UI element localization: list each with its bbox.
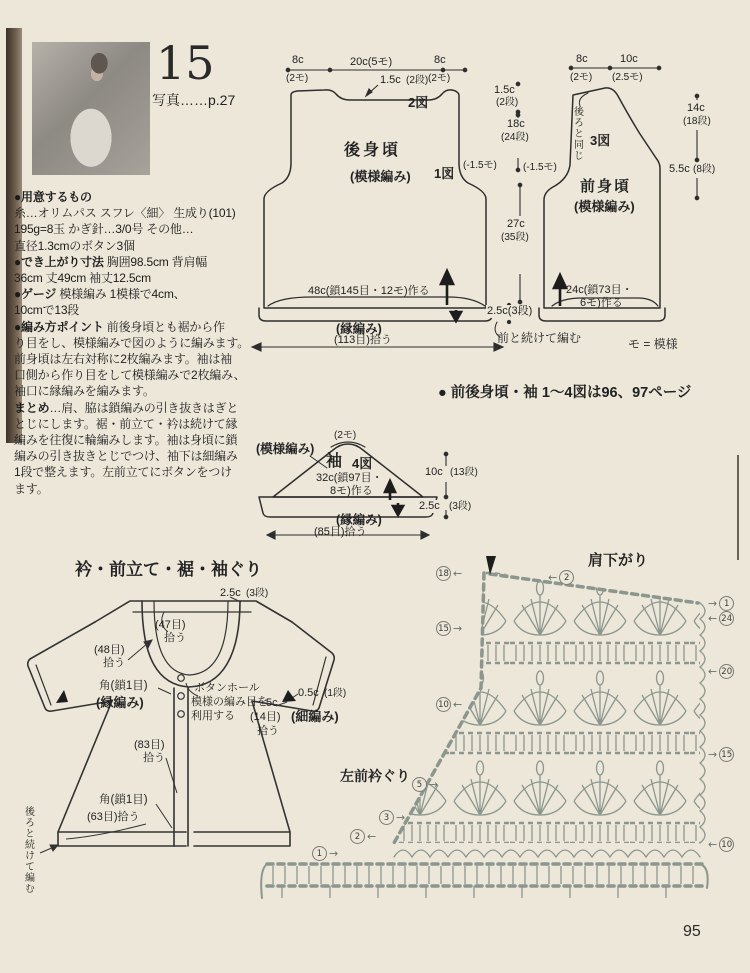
sleeve-edge-label: (縁編み)	[336, 513, 382, 527]
back-cast-on: 48c(鎖145目・12モ)作る	[308, 285, 430, 297]
sleeve-sc-height-sub: (1段)	[324, 688, 347, 699]
sleeve-cast-on-1: 32c(鎖97目・	[316, 472, 383, 484]
mid-dim4: 2.5c(3段)	[487, 305, 533, 317]
back-neck-drop: 1.5c	[380, 74, 401, 86]
back-pickup-label: (113目)拾う	[334, 334, 392, 346]
back-piece-outline	[264, 90, 486, 308]
back-dim-shoulder-left: 8c	[292, 54, 304, 66]
figure-reference-note: ● 前後身頃・袖 1〜4図は96、97ページ	[438, 385, 692, 401]
row-marker: 5 →	[412, 777, 438, 792]
instruction-line: 前身頃は左右対称に2枚編みます。袖は袖	[14, 352, 232, 367]
back-neck-drop-sub: (2段)	[406, 75, 429, 86]
instruction-line: ●用意するもの	[14, 190, 92, 204]
sleeve-dim-height: 10c	[425, 466, 443, 478]
instruction-line: 編みの引き抜きとじでつけ、袖下は細編み	[14, 449, 238, 464]
buttonhole-note-1: ボタンホール	[194, 682, 260, 694]
corner-chain-label-2: 角(鎖1目)	[99, 794, 148, 806]
front-band-pickup-word: 拾う	[143, 752, 165, 764]
neck-pickup-word: 拾う	[164, 632, 186, 644]
front-same-as-back: 後ろと同じ	[571, 106, 583, 161]
instruction-line: 36cm 丈49cm 袖丈12.5cm	[14, 271, 151, 286]
sc-stitch-label: (細編み)	[291, 709, 339, 724]
instruction-line: り目をし、模様編みで図のように編みます。	[14, 335, 250, 350]
mid-dim3-sub: (35段)	[501, 232, 529, 243]
sleeve-sc-height: 0.5c	[298, 687, 319, 699]
front-dim-neck: 10c	[620, 53, 638, 65]
instruction-line: ●ゲージ 模様編み 1模様で4cm、	[14, 287, 186, 302]
front-dim-armhole-sub: (18段)	[683, 116, 711, 127]
sleeve-dim-edge-sub: (3段)	[449, 501, 472, 512]
photo-caption: 写真……p.27	[152, 92, 236, 108]
left-front-neck-title: 左前衿ぐり	[340, 768, 410, 784]
instruction-line: 袖口に縁編みを編みます。	[14, 384, 155, 399]
row-marker: ← 10	[708, 837, 734, 852]
back-dim-shoulder-right: 8c	[434, 54, 446, 66]
sleeve-pickup-count: (14目)	[250, 711, 281, 723]
mid-dim2-sub: (24段)	[501, 132, 529, 143]
mid-dim3: 27c	[507, 218, 525, 230]
page-number: 95	[683, 923, 701, 940]
continue-front-note: 前と続けて編む	[497, 331, 582, 345]
sleeve-cast-on-2: 8モ)作る	[330, 485, 373, 497]
instruction-line: ●でき上がり寸法 胸囲98.5cm 背肩幅	[14, 254, 208, 269]
sleeve-top-dim: (2モ)	[334, 430, 357, 441]
sleeve-title: 袖	[326, 453, 343, 470]
back-minus-label: (-1.5モ)	[463, 160, 497, 171]
instruction-line: ●編み方ポイント 前後身頃とも裾から作	[14, 319, 225, 334]
instruction-line: まとめ…肩、脇は鎖編みの引き抜きはぎと	[14, 400, 239, 415]
fig3-label: 3図	[590, 133, 611, 148]
mid-dim2: 18c	[507, 118, 525, 130]
edging-collar-height-sub: (3段)	[246, 588, 269, 599]
left-neck-pickup-count: (48目)	[94, 644, 125, 656]
row-marker: 15 →	[436, 621, 462, 636]
front-cast-on-2: 6モ)作る	[580, 297, 623, 309]
corner-chain-label-1: 角(鎖1目)	[99, 680, 148, 692]
sleeve-dim-edge: 2.5c	[419, 500, 440, 512]
row-marker: → 1	[708, 596, 734, 611]
fig2-label: 2図	[408, 95, 429, 110]
mid-dim1-sub: (2段)	[496, 97, 519, 108]
edge-stitch-label: (縁編み)	[96, 695, 144, 710]
model-photo	[32, 42, 150, 175]
front-piece-title: 前身頃	[580, 178, 632, 195]
sleeve-pickup-label: (85目)拾う	[314, 526, 367, 538]
sleeve-dim-height-sub: (13段)	[450, 467, 478, 478]
instruction-line: 直径1.3cmのボタン3個	[14, 238, 135, 253]
back-dim-neck: 20c(5モ)	[350, 56, 393, 68]
row-marker: ← 20	[708, 664, 734, 679]
edging-collar-height: 2.5c	[220, 587, 241, 599]
back-dim-shoulder-left-sub: (2モ)	[286, 73, 309, 84]
buttonhole-note-3: 利用する	[191, 710, 235, 722]
front-band-pickup-count: (83目)	[134, 739, 165, 751]
continue-back-note: 後ろと続けて編む	[22, 806, 34, 894]
front-dim-armhole: 14c	[687, 102, 705, 114]
fig1-label: 1図	[434, 166, 455, 181]
sleeve-stitch-label: (模様編み)	[256, 442, 315, 456]
instruction-line: 1段で整えます。左前立てにボタンをつけ	[14, 465, 232, 480]
mo-note: モ = 模様	[628, 337, 678, 351]
fig4-label: 4図	[352, 456, 373, 471]
row-marker: ← 24	[708, 611, 734, 626]
neck-pickup-count: (47目)	[155, 619, 186, 631]
back-edge-label: (縁編み)	[336, 322, 382, 336]
mid-dim1: 1.5c	[494, 84, 515, 96]
instruction-line: 口側から作り目をして模様編みで2枚編み、	[14, 368, 246, 383]
row-marker: → 15	[708, 747, 734, 762]
front-dim-shoulder-sub: (2モ)	[570, 72, 593, 83]
row-marker: ← 2	[548, 570, 574, 585]
front-stitch-label: (模様編み)	[574, 199, 635, 214]
instruction-line: ます。	[14, 481, 49, 496]
sleeve-pickup-cm: 5c	[266, 697, 278, 709]
back-dim-shoulder-right-sub: (2モ)	[428, 73, 451, 84]
instructions-text	[14, 189, 264, 497]
row-marker: 2 ←	[350, 829, 376, 844]
row-marker: 18 ←	[436, 566, 462, 581]
front-minus-label: (-1.5モ)	[523, 162, 557, 173]
back-piece-title: 後身頃	[344, 142, 402, 159]
pattern-number: 15	[156, 36, 215, 90]
front-dim-shoulder: 8c	[576, 53, 588, 65]
front-dim-neck-sub: (2.5モ)	[612, 72, 643, 83]
instruction-line: 195g=8玉 かぎ針…3/0号 その他…	[14, 222, 194, 237]
front-dim-lower-sub: (8段)	[693, 164, 716, 175]
front-dim-lower: 5.5c	[669, 163, 690, 175]
front-edging-strip	[539, 308, 665, 321]
front-cast-on-1: 24c(鎖73目・	[566, 284, 633, 296]
row-marker: 3 →	[379, 810, 405, 825]
buttonhole-note-2: 模様の編み目を	[191, 696, 268, 708]
instruction-line: 編みを往復に輪編みします。袖は身頃に鎖	[14, 433, 238, 448]
crochet-chart	[255, 545, 750, 920]
left-neck-pickup-word: 拾う	[103, 657, 125, 669]
back-stitch-label: (模様編み)	[350, 169, 411, 184]
edging-title: 衿・前立て・裾・袖ぐり	[75, 560, 262, 579]
instruction-line: とじにします。裾・前立て・衿は続けて縁	[14, 416, 238, 431]
instruction-line: 糸…オリムパス スフレ〈細〉 生成り(101)	[14, 206, 236, 221]
instruction-line: 10cmで13段	[14, 303, 80, 318]
row-marker: 1 →	[312, 846, 338, 861]
sleeve-pickup-word: 拾う	[257, 725, 279, 737]
shoulder-slope-title: 肩下がり	[588, 552, 649, 569]
row-marker: 10 ←	[436, 697, 462, 712]
hem-pickup-label: (63目)拾う	[87, 811, 140, 823]
